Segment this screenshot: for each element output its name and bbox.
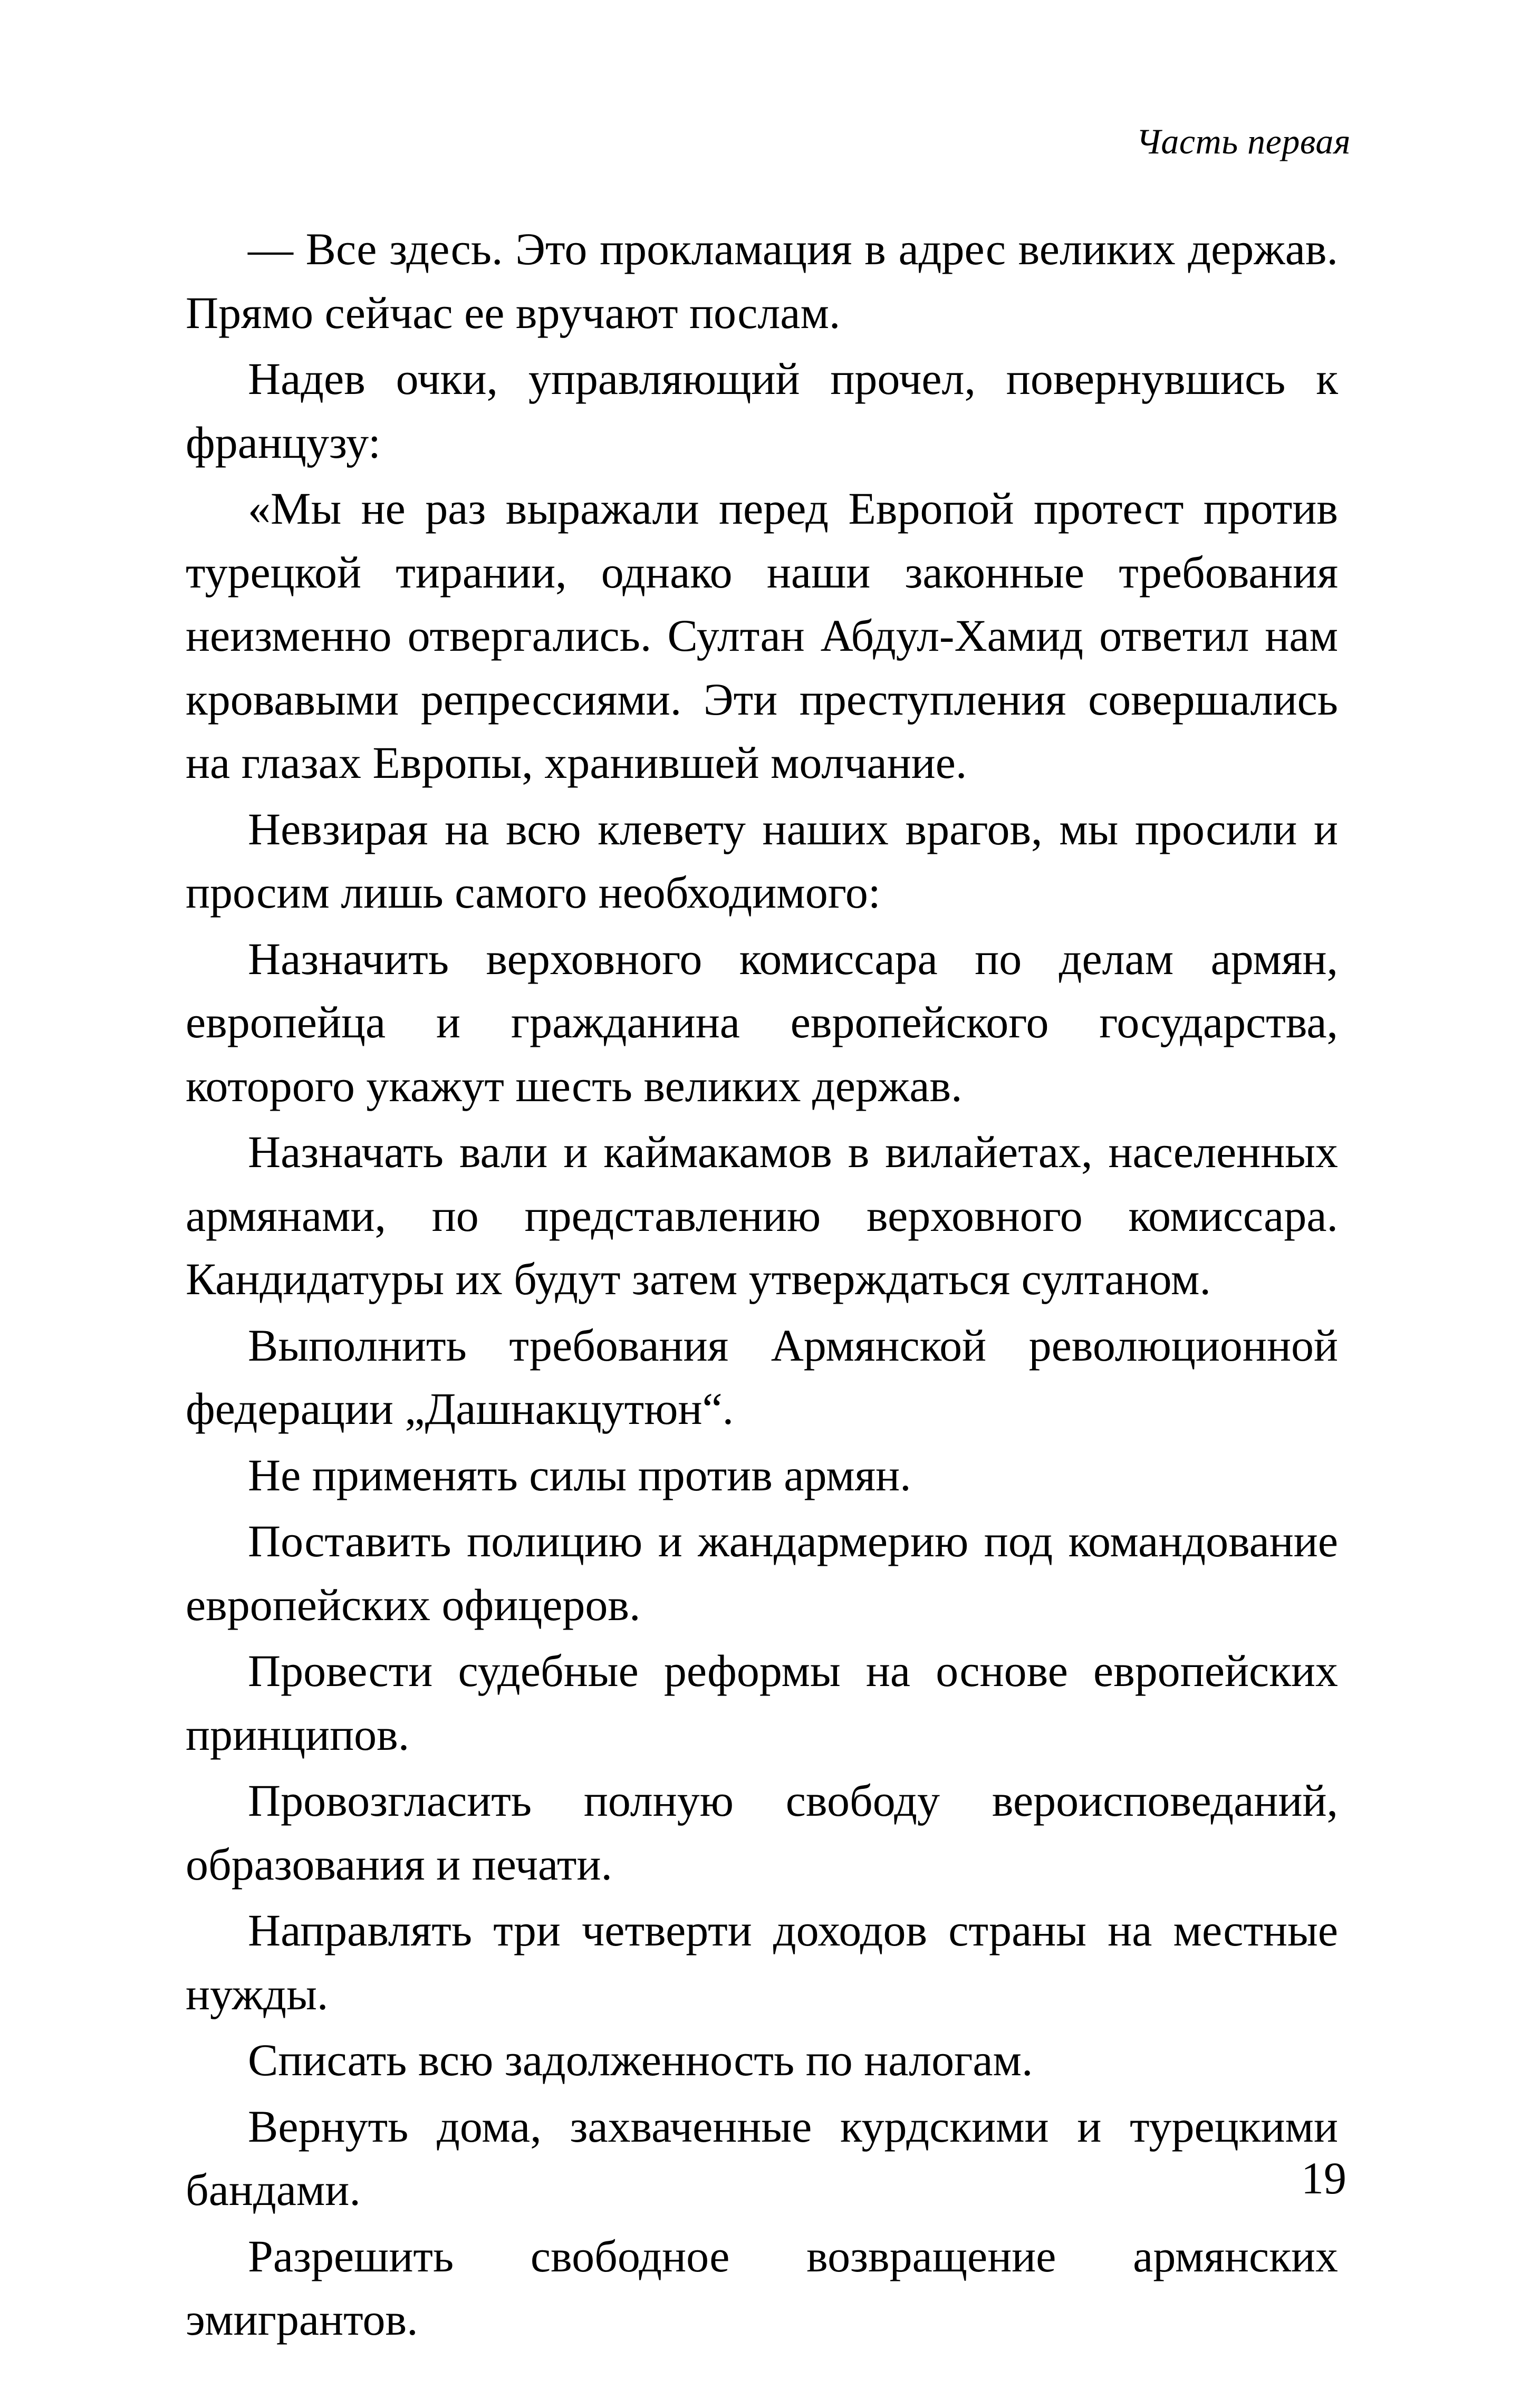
- paragraph: Провести судебные реформы на основе европейских принципов.: [186, 1645, 1338, 1760]
- paragraph: Провозгласить полную свободу вероисповеданий, образования и печати.: [186, 1775, 1338, 1890]
- paragraph: Вернуть дома, захваченные курдскими и турецкими бандами.: [186, 2101, 1338, 2215]
- paragraph: Не применять силы против армян.: [248, 1449, 911, 1500]
- body-text: [186, 217, 1338, 2354]
- page-number: 19: [1301, 2153, 1346, 2203]
- paragraph: Назначить верховного комиссара по делам армян, европейца и гражданина европейского государства, которого укажут шесть великих держав.: [186, 933, 1338, 1111]
- paragraph: Разрешить свободное возвращение армянских эмигрантов.: [186, 2230, 1338, 2345]
- running-head: Часть первая: [1136, 121, 1351, 161]
- paragraph: Направлять три четверти доходов страны на местные нужды.: [186, 1905, 1338, 2019]
- paragraph: Невзирая на всю клевету наших врагов, мы просили и просим лишь самого необходимого:: [186, 803, 1338, 918]
- paragraph: Назначать вали и каймакамов в вилайетах, населенных армянами, по представлению верховного комиссара. Кандидатуры их будут затем утверждаться султаном.: [186, 1126, 1338, 1304]
- paragraph: «Мы не раз выражали перед Европой протест против турецкой тирании, однако наши законные требования неизменно отвергались. Султан Абдул-Хамид ответил нам кровавыми репрессиями. Эти преступления совершались на глазах Европы, хранившей молчание.: [186, 483, 1338, 788]
- paragraph: Надев очки, управляющий прочел, повернувшись к французу:: [186, 353, 1338, 468]
- paragraph: Выполнить требования Армянской революционной федерации „Дашнакцутюн“.: [186, 1319, 1338, 1434]
- paragraph: Списать всю задолженность по налогам.: [248, 2035, 1033, 2085]
- paragraph: Поставить полицию и жандармерию под командование европейских офицеров.: [186, 1516, 1338, 1630]
- paragraph: — Все здесь. Это прокламация в адрес великих держав. Прямо сейчас ее вручают послам.: [186, 224, 1338, 338]
